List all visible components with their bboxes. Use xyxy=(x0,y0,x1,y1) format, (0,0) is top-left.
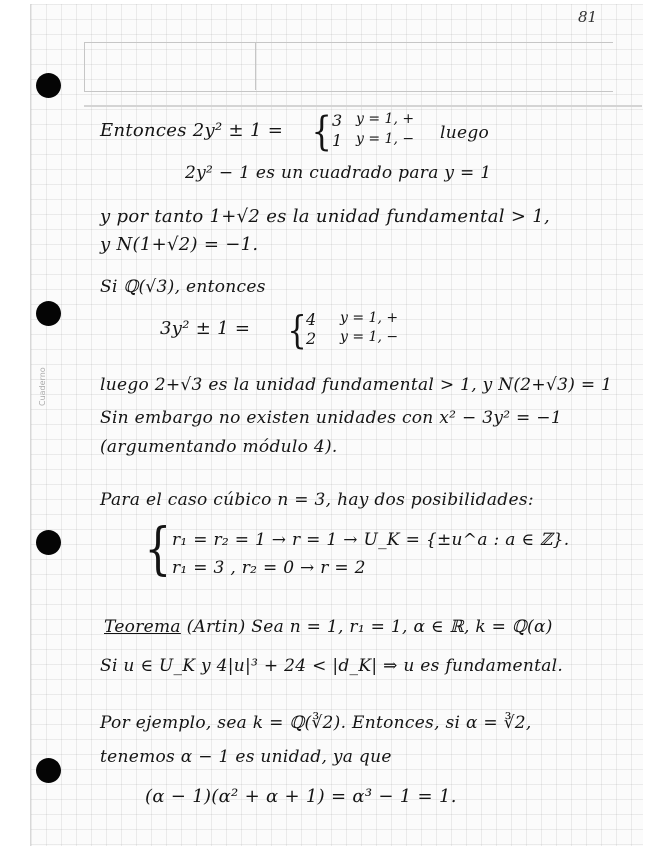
note-line-4: y N(1+√2) = −1. xyxy=(100,234,259,255)
note-line-14: Si u ∈ U_K y 4|u|³ + 24 < |d_K| ⇒ u es fundamental. xyxy=(100,656,564,676)
line-1-prefix: Entonces 2y² ± 1 = xyxy=(100,120,284,141)
header-rule xyxy=(84,105,642,107)
left-brace: { xyxy=(287,308,307,352)
note-line-1 xyxy=(100,120,283,141)
note-line-8: Sin embargo no existen unidades con x² − 3y² = −1 xyxy=(100,408,562,428)
case-condition: y = 1, + xyxy=(340,310,399,326)
theorem-statement: (Artin) Sea n = 1, r₁ = 1, α ∈ ℝ, k = ℚ(α) xyxy=(186,617,553,637)
note-line-2: 2y² − 1 es un cuadrado para y = 1 xyxy=(185,163,492,183)
note-line-16: tenemos α − 1 es unidad, ya que xyxy=(100,747,392,767)
case-value: 3 xyxy=(332,111,343,130)
case-value: 4 xyxy=(306,310,317,329)
note-line-5: Si ℚ(√3), entonces xyxy=(100,277,266,297)
note-line-10: Para el caso cúbico n = 3, hay dos posibilidades: xyxy=(100,490,534,510)
case-condition: y = 1, − xyxy=(340,329,399,345)
case-value: 1 xyxy=(332,131,343,150)
note-line-9: (argumentando módulo 4). xyxy=(100,437,338,457)
binder-hole xyxy=(36,301,61,326)
note-line-11: r₁ = r₂ = 1 → r = 1 → U_K = {±u^a : a ∈ ℤ}. xyxy=(172,530,570,550)
left-brace: { xyxy=(144,517,172,582)
binder-hole xyxy=(36,73,61,98)
line-1-suffix: luego xyxy=(440,123,490,143)
note-line-7: luego 2+√3 es la unidad fundamental > 1, y N(2+√3) = 1 xyxy=(100,375,613,395)
note-line-13 xyxy=(104,617,553,637)
page-header-box xyxy=(84,42,613,92)
line-6-prefix: 3y² ± 1 = xyxy=(160,318,251,339)
note-line-15: Por ejemplo, sea k = ℚ(∛2). Entonces, si α = ∛2, xyxy=(100,713,532,733)
note-line-3: y por tanto 1+√2 es la unidad fundamental > 1, xyxy=(100,206,551,227)
case-condition: y = 1, + xyxy=(356,111,415,127)
binder-hole xyxy=(36,758,61,783)
page-number: 81 xyxy=(578,8,598,26)
binder-hole xyxy=(36,530,61,555)
case-value: 2 xyxy=(306,329,317,348)
note-line-17: (α − 1)(α² + α + 1) = α³ − 1 = 1. xyxy=(145,786,457,807)
left-brace: { xyxy=(311,109,332,155)
case-condition: y = 1, − xyxy=(356,131,415,147)
note-line-12: r₁ = 3 , r₂ = 0 → r = 2 xyxy=(172,558,366,578)
header-divider xyxy=(255,42,256,90)
note-line-6 xyxy=(160,318,250,339)
side-mark: Cuaderno xyxy=(38,367,47,406)
theorem-label: Teorema xyxy=(104,617,181,637)
